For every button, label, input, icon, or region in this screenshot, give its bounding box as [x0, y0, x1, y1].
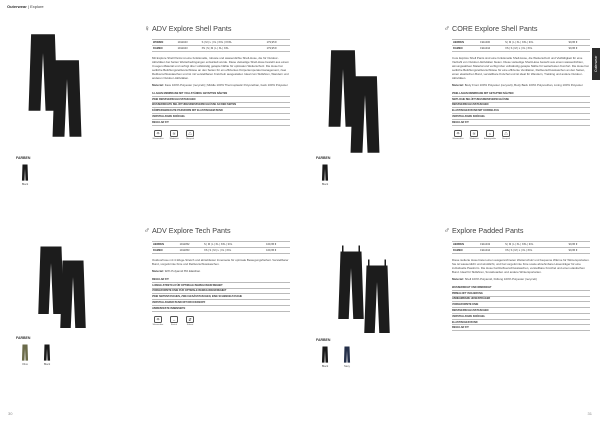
spec-sku: 1911043 [479, 242, 504, 248]
product-description: Diese isolierte Hose bietet einen ausgezeichneten Wetterschutz und bequeme Wärme für Wintersportarten. Sie ist wasserdicht und winddicht, und hat vorgeformte Knie sowie abnehmbare Hosenträger für eine individuelle Passform. Die Hose hat Reißverschlusstaschen, verstellbare Knöchel und einen elastischen Bund. Ideal für Skifahren, Snowboarden und andere Wintersportarten. [452, 258, 590, 274]
product-images [310, 10, 450, 210]
spec-sku: 1911030 [479, 40, 504, 46]
feature-item: ZWEI REISSVERSCHLUSSTASCHEN [152, 97, 290, 103]
feature-icon [484, 130, 496, 140]
product-title: ADV Explore Tech Pants [152, 226, 231, 235]
wasserdicht-icon: ☂ [454, 130, 462, 137]
color-swatch[interactable] [20, 163, 30, 181]
spec-price: 99,95 € [568, 248, 590, 254]
feature-list [152, 277, 290, 312]
product-photo [58, 242, 88, 342]
material-text: Body Front 100% Polyester (recycelt), Body Back 100% Polyurethan, Lining 100% Polyester [464, 83, 583, 87]
spec-row [452, 46, 590, 52]
feature-icon [168, 316, 180, 326]
spec-sizes: XS | S | M | L | XL | XXL [504, 248, 568, 254]
spec-table [152, 39, 290, 52]
spec-price: 109,95 € [265, 242, 290, 248]
color-swatch[interactable] [320, 345, 330, 363]
spec-label: DAMEN [452, 46, 479, 52]
color-swatch[interactable] [320, 163, 330, 181]
feature-list [152, 91, 290, 126]
feature-item: VERSTELLBARE KNÖCHEL [452, 114, 590, 120]
page-number-right: 31 [587, 411, 592, 416]
feature-item: ZWEI SEITENTASCHEN, ZWEI GESÄSSTASCHEN, EINE SCHENKELTASCHE [152, 294, 290, 300]
product-info [152, 24, 290, 140]
product-title: ADV Explore Shell Pants [152, 24, 232, 33]
material-text: Shell 100% Polyamid, Füllung 100% Polyester (recycelt) [464, 277, 537, 281]
gender-icon: ♂ [144, 226, 150, 235]
material-text: 92% Polyamid 8% Elasthan [164, 269, 201, 273]
product-info [452, 226, 590, 335]
feature-item: SEITLICHE BELÜFTUNGSREISSVERSCHLÜSSE [452, 97, 590, 103]
feature-item: REISSVERSCHLUSSTASCHEN [452, 308, 590, 314]
feature-icon [168, 130, 180, 140]
product-description: Outdoorhose mit 4-Wege-Stretch und abriebfester Innenseite für optimale Bewegungsfreiheit. Verstellbarer Bund, vorgeformte Knie und Reißverschlusstaschen. [152, 258, 289, 266]
feature-icons [152, 130, 290, 140]
spec-price: 109,95 € [265, 248, 290, 254]
feature-icons [152, 316, 290, 326]
feature-icon [184, 316, 196, 326]
product-adv-explore-shell-pants [0, 10, 290, 210]
feature-icon-label: Atmungsaktiv [484, 137, 497, 140]
spec-table [452, 39, 590, 52]
spec-sizes: S | M | L | XL | XXL | 3XL [203, 242, 265, 248]
spec-sku: 1911053 [179, 248, 203, 254]
feature-item: VORGEFORMTE KNIE FÜR OPTIMALE BEWEGUNGSFREIHEIT [152, 289, 290, 295]
color-swatch[interactable] [20, 343, 30, 361]
wasserdicht-icon: ☂ [154, 130, 162, 137]
product-material [152, 83, 290, 87]
colors-label: FARBEN [316, 338, 331, 342]
color-swatch-label: Black [21, 183, 29, 186]
product-info [452, 24, 590, 140]
spec-table [152, 241, 290, 254]
feature-item: VERSTELLBARE KNÖCHEL [152, 114, 290, 120]
feature-item: REGULAR FIT [152, 120, 290, 126]
product-explore-padded-pants [300, 212, 590, 412]
gender-icon: ♀ [144, 24, 150, 33]
feature-list [452, 91, 590, 126]
spec-sizes: XS | S | M | L | XL | XXL [203, 248, 265, 254]
color-swatch-label: Black [43, 363, 51, 366]
material-label: Material: [152, 83, 164, 87]
feature-icons [452, 130, 590, 140]
spec-price: 99,95 € [568, 242, 590, 248]
robust-icon: ⇵ [186, 316, 194, 323]
spec-sizes: XS | S | M | L | XL | XXL [201, 46, 266, 52]
header-section: Outerwear [7, 4, 27, 9]
material-label: Material: [452, 83, 464, 87]
feature-icon-label: Robust [186, 323, 194, 326]
feature-icon-label: Winddicht [469, 137, 479, 140]
feature-item: KÖRPERGERECHTE PASSFORM MIT ELASTISCHEM BUND [152, 108, 290, 114]
feature-item: 3-LAGEN MEMBRANE MIT VOLLSTÄNDIG GETAPTEN NÄHTEN [152, 91, 290, 97]
gender-icon: ♂ [444, 226, 450, 235]
feature-icon-label: Wasserabw. [152, 323, 164, 326]
spec-row [452, 248, 590, 254]
spec-sizes: S | M | L | XL | XXL | XXXL [201, 40, 266, 46]
product-adv-explore-tech-pants [0, 212, 290, 412]
feature-icon-label: Wasserdicht [152, 137, 164, 140]
spec-label: DAMEN [452, 248, 479, 254]
spec-label: DAMEN [152, 248, 179, 254]
spec-price: 99,95 € [568, 46, 590, 52]
product-photo [50, 50, 84, 142]
colors-label: FARBEN [316, 156, 331, 160]
spec-label: DAMEN [152, 46, 177, 52]
winddicht-icon: ≋ [170, 130, 178, 137]
spec-price: 179,95 € [266, 40, 290, 46]
feature-item: 4-WEGE-STRETCH FÜR OPTIMALE BEWEGUNGSFREIHEIT [152, 283, 290, 289]
spec-label: WOMEN [152, 40, 177, 46]
product-title: CORE Explore Shell Pants [452, 24, 538, 33]
product-images [10, 10, 150, 210]
material-text: Face 100% Polyester (recycelt) | Middle 100% Thermoplastic Polyurethan, back 100% Polyester [164, 83, 288, 87]
product-title: Explore Padded Pants [452, 226, 524, 235]
stretch-icon: ↔ [172, 316, 176, 322]
color-swatch-label: Black [321, 365, 329, 368]
spec-sku: 1911044 [479, 248, 504, 254]
feature-item: ELASTISCHER BUND [452, 320, 590, 326]
feature-item: REISSVERSCHLUSSTASCHEN [452, 103, 590, 109]
color-swatch-label: Black [321, 183, 329, 186]
feature-item: ABRIEBFESTE INNENSEITE [152, 306, 290, 312]
product-description: Mit Explore Shell Pants ist eine funktionelle, robuste und wasserdichte Shell-Hose, die für Outdoor-Aktivitäten bei harten Wetterbedingungen entwickelt wurde. Diese vielseitige Shell-Hose besteht aus einem 3-Lagen-Material und verfügt über vollständig getapte Nähte für optimalen Wetterschutz. Die Hose hat seitliche Belüftungsreißverschlüsse an den Seiten für ein effizientes Körpertemperaturmanagement, zwei Reißverschlusstaschen und ist mit verstellbaren Knöcheln ausgestattet. Ideal zum Skifahren, Wandern und anderen Outdoor-Aktivitäten. [152, 56, 290, 80]
color-swatch[interactable] [342, 345, 352, 363]
feature-icon [500, 130, 512, 140]
feature-icon-label: Recycelt [502, 137, 510, 140]
material-label: Material: [152, 269, 164, 273]
spec-sku: 1911052 [179, 242, 203, 248]
spec-sizes: S | M | L | XL | XXL | 3XL [504, 40, 568, 46]
feature-icon-label: Winddicht [169, 137, 179, 140]
spec-label: HERREN [452, 40, 479, 46]
side-tab: Outerwear [592, 48, 600, 80]
product-images [310, 212, 450, 412]
spec-row [152, 46, 290, 52]
winddicht-icon: ≋ [470, 130, 478, 137]
spec-label: HERREN [452, 242, 479, 248]
color-swatch-label: Navy [344, 365, 350, 368]
feature-icon [468, 130, 480, 140]
feature-item: REGULAR FIT [152, 277, 290, 283]
product-photo [362, 244, 392, 350]
wasserabw-icon: ☂ [154, 316, 162, 323]
product-core-explore-shell-pants [300, 10, 590, 210]
product-description: Core Explore Shell Pants sind eine funktionelle Shell-Hose, die Wetterschutz und Vielfältigkeit für eine Vielzahl von Outdoor-Aktivitäten bieten. Diese vielseitige Shell-Hose besteht aus einem wasserdichten, atmungsaktiven Material und verfügt über vollständig getapte Nähte für wetterfesten Komfort. Die Hose hat seitliche Belüftungsreißverschlüsse für eine effiziente Ventilation, Reißverschlusstaschen an den Seiten, einen elastischen Bund, verstellbare Knöchel und ist ideal für Wandern, Trekking und andere Outdoor-Aktivitäten. [452, 56, 589, 80]
feature-item: WASSERDICHTE BELÜFTUNGSREISSVERSCHLÜSSE AN DEN SEITEN [152, 103, 290, 109]
recycelt-icon: ♺ [186, 130, 194, 137]
feature-icon [152, 316, 164, 326]
color-swatch-label: Olive [22, 363, 28, 366]
product-material [152, 269, 290, 273]
feature-icon-label: Wasserdicht [452, 137, 464, 140]
product-photo [348, 66, 382, 158]
feature-icon-label: Recycelt [186, 137, 194, 140]
product-info [152, 226, 290, 326]
spec-sku: 1911043 [177, 40, 201, 46]
spec-sku: 1911044 [479, 46, 504, 52]
feature-icon [452, 130, 464, 140]
spec-price: 99,95 € [568, 40, 590, 46]
gender-icon: ♂ [444, 24, 450, 33]
feature-item: ZWEI-LAGEN MEMBRANE MIT GETAPTEN NÄHTEN [452, 91, 590, 97]
color-swatch[interactable] [42, 343, 52, 361]
header-sub: Explore [30, 4, 44, 9]
feature-icon [152, 130, 164, 140]
spec-row [152, 248, 290, 254]
spec-price: 179,95 € [266, 46, 290, 52]
atmungsaktiv-icon: ☼ [486, 130, 494, 137]
spec-label: HERREN [152, 242, 179, 248]
product-material [452, 83, 590, 87]
spec-sizes: S | M | L | XL | XXL | 3XL [504, 242, 568, 248]
material-label: Material: [452, 277, 464, 281]
feature-item: REGULAR FIT [452, 325, 590, 331]
feature-item: VERSTELLBARE KNÖCHEL [452, 314, 590, 320]
feature-item: VERSTELLBARER BUND MIT DRUCKKNOPF [152, 300, 290, 306]
feature-item: WASSERDICHT UND WINDDICHT [452, 285, 590, 291]
page-number-left: 30 [8, 411, 13, 416]
recycelt-icon: ♺ [502, 130, 510, 137]
colors-label: FARBEN [16, 336, 31, 340]
feature-list [452, 285, 590, 331]
spec-table [452, 241, 590, 254]
feature-item: REGULAR FIT [452, 120, 590, 126]
spec-sku: 1911043 [177, 46, 201, 52]
feature-icon-label: Stretch [170, 323, 178, 326]
colors-label: FARBEN [16, 156, 31, 160]
feature-item: VORGEFORMTE KNIE [452, 302, 590, 308]
product-material [452, 277, 590, 281]
feature-item: ELASTISCHER BUND MIT KORDELZUG [452, 108, 590, 114]
feature-item: PRIMALOFT ISOLIERUNG [452, 291, 590, 297]
page-header: Outerwear | Explore [7, 4, 44, 9]
feature-icon [184, 130, 196, 140]
product-images [10, 212, 150, 412]
spec-sizes: XS | S | M | L | XL | XXL [504, 46, 568, 52]
feature-item: ABNEHMBARE HOSENTRÄGER [452, 297, 590, 303]
